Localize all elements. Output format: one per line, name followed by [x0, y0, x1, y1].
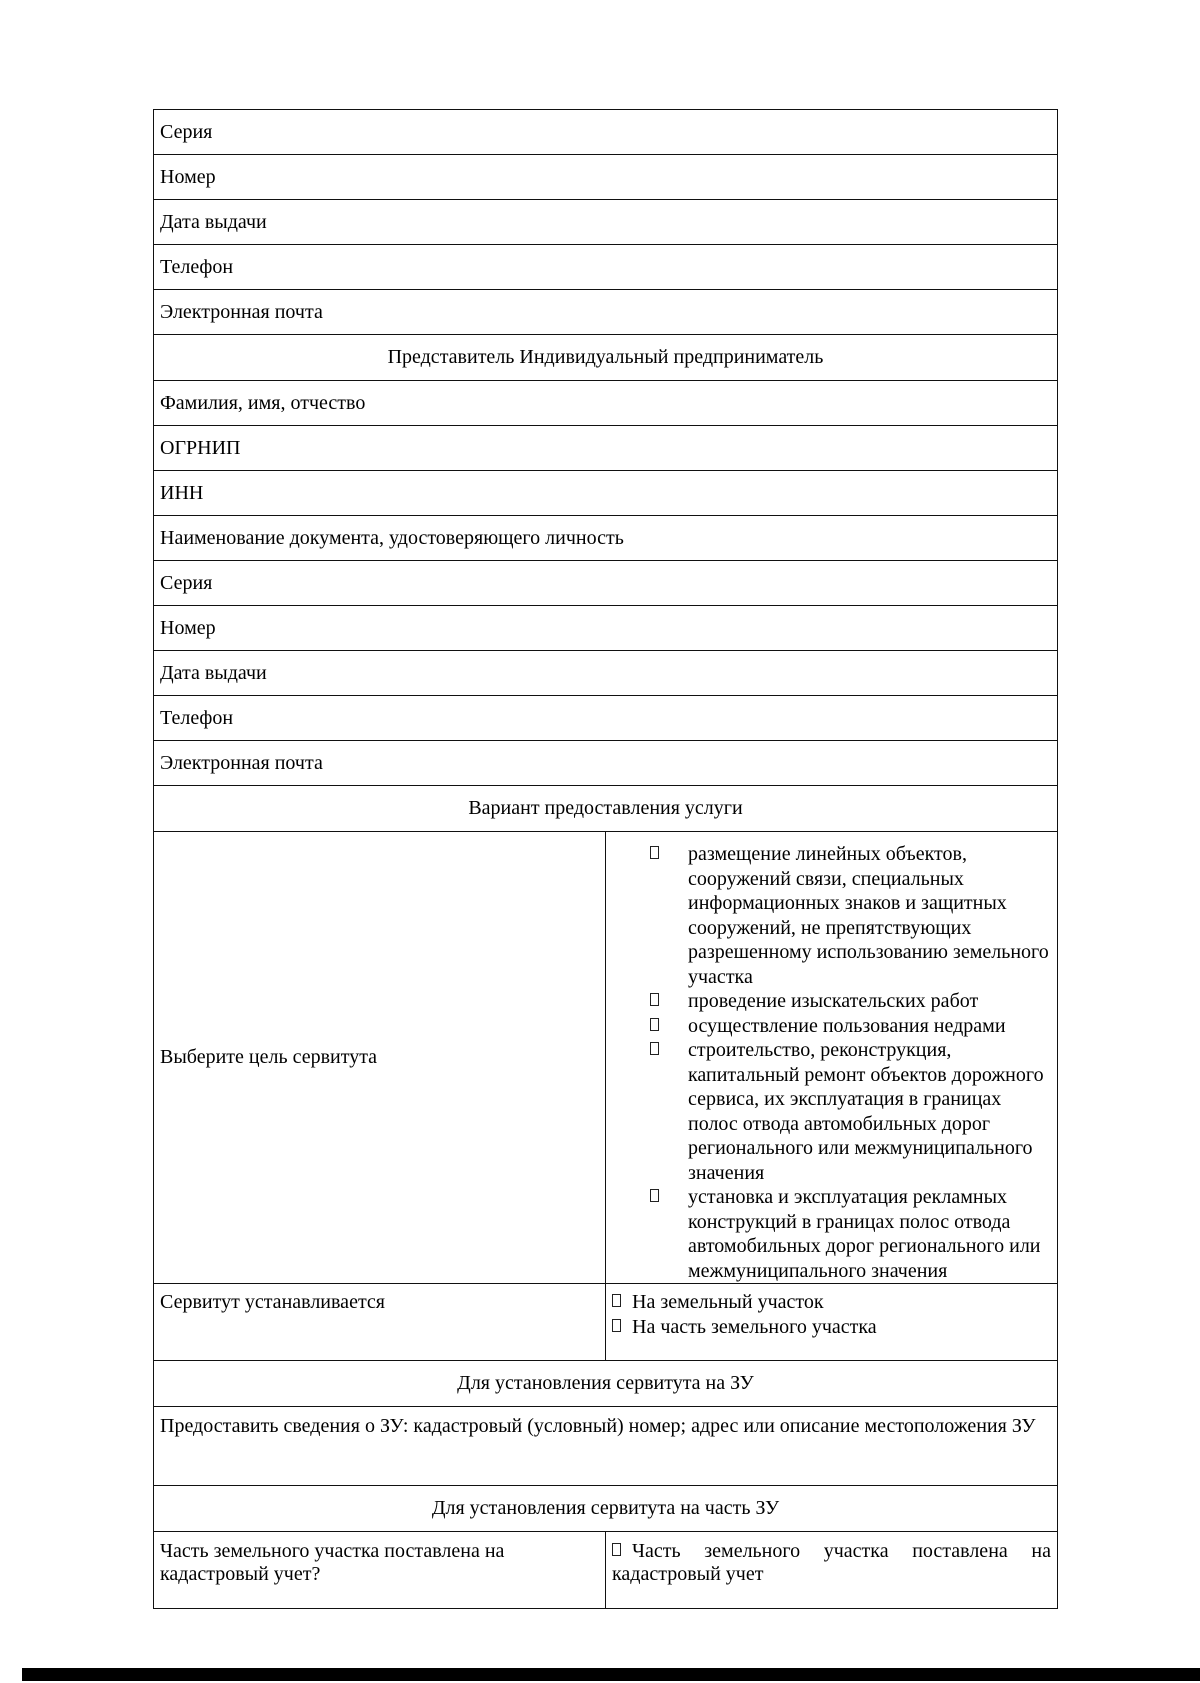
- row-rep-inn: [154, 471, 1058, 516]
- checkbox-icon[interactable]: [650, 846, 659, 859]
- row-servitude-established: [154, 1284, 1058, 1361]
- section-heading-part-plot: Для установления сервитута на часть ЗУ: [154, 1486, 1058, 1532]
- established-option-label: На часть земельного участка: [632, 1316, 877, 1338]
- row-rep-full-name: [154, 381, 1058, 426]
- row-service-variant-heading: [154, 786, 1058, 832]
- row-rep-number: [154, 606, 1058, 651]
- row-whole-plot-info: [154, 1407, 1058, 1486]
- field-issue-date: Дата выдачи: [154, 200, 1058, 245]
- checkbox-icon[interactable]: [650, 993, 659, 1006]
- purpose-option-label: осуществление пользования недрами: [688, 1014, 1006, 1037]
- part-plot-option-cell: [606, 1532, 1058, 1609]
- row-rep-email: [154, 741, 1058, 786]
- field-rep-email: Электронная почта: [154, 741, 1058, 786]
- checkbox-icon[interactable]: [650, 1042, 659, 1055]
- section-heading-representative: Представитель Индивидуальный предприниматель: [154, 335, 1058, 381]
- field-series: Серия: [154, 110, 1058, 155]
- servitude-purpose-options: [606, 832, 1058, 1284]
- row-representative-heading: [154, 335, 1058, 381]
- purpose-checklist: [612, 842, 1049, 1283]
- established-checklist: [612, 1290, 1051, 1340]
- field-number: Номер: [154, 155, 1058, 200]
- servitude-purpose-label: Выберите цель сервитута: [154, 832, 606, 1284]
- scan-edge-bar: [22, 1668, 1200, 1681]
- checkbox-icon[interactable]: [612, 1319, 621, 1332]
- part-plot-question: Часть земельного участка поставлена на кадастровый учет?: [154, 1532, 606, 1609]
- field-ogrnip: ОГРНИП: [154, 426, 1058, 471]
- whole-plot-info-text: Предоставить сведения о ЗУ: кадастровый (условный) номер; адрес или описание местоположения ЗУ: [154, 1407, 1058, 1486]
- field-inn: ИНН: [154, 471, 1058, 516]
- row-whole-plot-heading: [154, 1361, 1058, 1407]
- row-applicant-email: [154, 290, 1058, 335]
- field-id-document: Наименование документа, удостоверяющего личность: [154, 516, 1058, 561]
- field-full-name: Фамилия, имя, отчество: [154, 381, 1058, 426]
- row-rep-phone: [154, 696, 1058, 741]
- row-rep-id-document: [154, 516, 1058, 561]
- purpose-option-linear-objects: [650, 842, 1049, 989]
- checkbox-icon[interactable]: [612, 1543, 621, 1556]
- purpose-option-advertising: [650, 1185, 1049, 1283]
- section-heading-whole-plot: Для установления сервитута на ЗУ: [154, 1361, 1058, 1407]
- field-rep-issue-date: Дата выдачи: [154, 651, 1058, 696]
- row-applicant-phone: [154, 245, 1058, 290]
- checkbox-icon[interactable]: [650, 1189, 659, 1202]
- checkbox-icon[interactable]: [612, 1294, 621, 1307]
- part-plot-option-label: Часть земельного участка поставлена на кадастровый учет: [612, 1540, 1051, 1585]
- row-applicant-series: [154, 110, 1058, 155]
- purpose-option-road-service: [650, 1038, 1049, 1185]
- established-option-whole-plot: [612, 1290, 1051, 1315]
- purpose-option-label: установка и эксплуатация рекламных конструкций в границах полос отвода автомобильных дорог регионального или межмуниципального значения: [688, 1186, 1041, 1282]
- section-heading-service-variant: Вариант предоставления услуги: [154, 786, 1058, 832]
- servitude-established-options: [606, 1284, 1058, 1361]
- row-rep-ogrnip: [154, 426, 1058, 471]
- purpose-option-survey-works: [650, 989, 1049, 1014]
- purpose-option-label: размещение линейных объектов, сооружений связи, специальных информационных знаков и защитных сооружений, не препятствующих разрешенному использованию земельного участка: [688, 843, 1049, 988]
- row-part-plot-heading: [154, 1486, 1058, 1532]
- purpose-option-label: строительство, реконструкция, капитальный ремонт объектов дорожного сервиса, их эксплуатация в границах полос отвода автомобильных дорог регионального или межмуниципального значения: [688, 1039, 1044, 1184]
- row-servitude-purpose: [154, 832, 1058, 1284]
- field-rep-phone: Телефон: [154, 696, 1058, 741]
- purpose-option-subsoil-use: [650, 1014, 1049, 1039]
- row-rep-issue-date: [154, 651, 1058, 696]
- checkbox-icon[interactable]: [650, 1018, 659, 1031]
- row-applicant-issue-date: [154, 200, 1058, 245]
- row-rep-series: [154, 561, 1058, 606]
- field-phone: Телефон: [154, 245, 1058, 290]
- field-rep-series: Серия: [154, 561, 1058, 606]
- row-applicant-number: [154, 155, 1058, 200]
- servitude-established-label: Сервитут устанавливается: [154, 1284, 606, 1361]
- application-form-table: [153, 109, 1058, 1609]
- field-rep-number: Номер: [154, 606, 1058, 651]
- purpose-option-label: проведение изыскательских работ: [688, 990, 979, 1012]
- established-option-part-plot: [612, 1315, 1051, 1340]
- field-email: Электронная почта: [154, 290, 1058, 335]
- row-part-plot-cadastral: [154, 1532, 1058, 1609]
- established-option-label: На земельный участок: [632, 1291, 824, 1313]
